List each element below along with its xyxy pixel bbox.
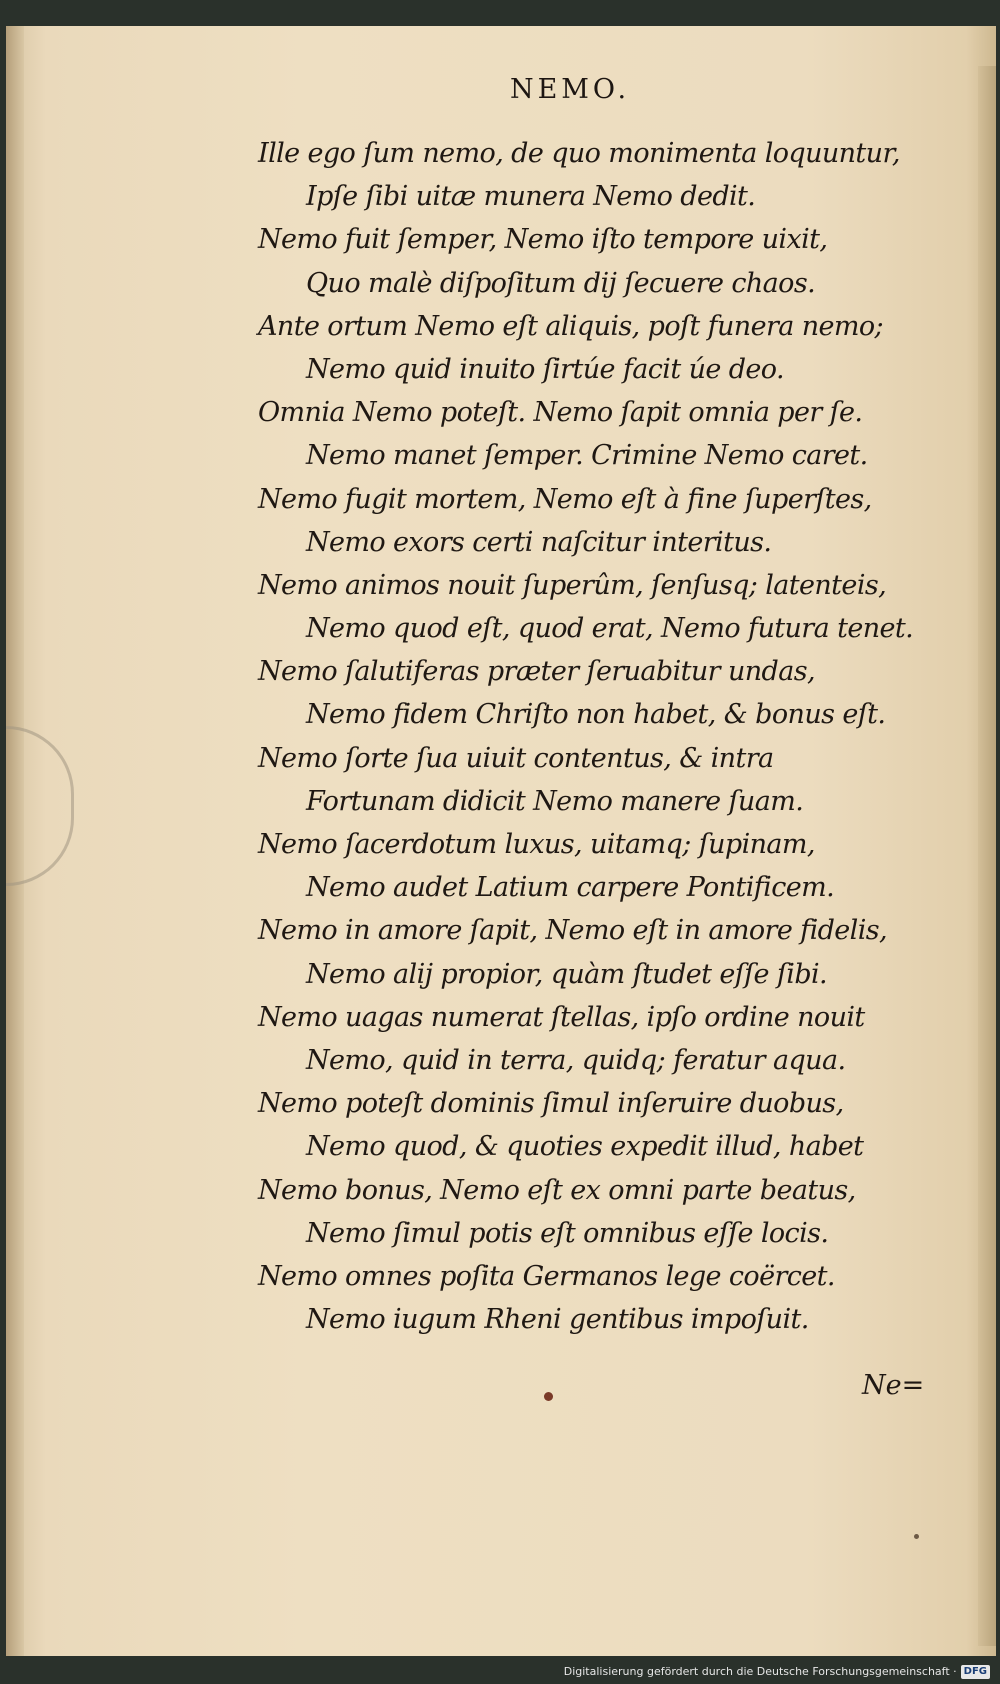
verse-line: Nemo poteſt dominis ſimul inſeruire duobus, (258, 1088, 844, 1120)
verse-line: Nemo ſalutiferas præter ſeruabitur undas, (258, 656, 815, 688)
verse-line: Nemo bonus, Nemo eſt ex omni parte beatus, (258, 1174, 856, 1206)
verse-line: Nemo alij propior, quàm ſtudet eſſe ſibi. (306, 958, 828, 990)
adjacent-page-edge (978, 66, 996, 1646)
verse-line: Nemo, quid in terra, quidq; feratur aqua. (306, 1044, 846, 1076)
footer-credit: Digitalisierung gefördert durch die Deutsche Forschungsgemeinschaft · (563, 1665, 957, 1678)
ink-spot (544, 1392, 553, 1401)
verse-block (258, 132, 914, 1341)
verse-line: Nemo quod eſt, quod erat, Nemo futura tenet. (306, 613, 914, 645)
verse-line: Fortunam didicit Nemo manere ſuam. (306, 785, 804, 817)
verse-line: Nemo fuit ſemper, Nemo iſto tempore uixit, (258, 224, 828, 256)
verse-line: Ille ego ſum nemo, de quo monimenta loquuntur, (258, 138, 900, 169)
verse-line: Nemo fidem Chriſto non habet, & bonus eſt. (306, 699, 886, 731)
ink-spot (914, 1534, 919, 1539)
verse-line: Nemo audet Latium carpere Pontificem. (306, 872, 835, 904)
verse-line: Nemo exors certi naſcitur interitus. (306, 526, 772, 558)
verse-line: Ipſe ſibi uitæ munera Nemo dedit. (306, 181, 756, 213)
verse-line: Omnia Nemo poteſt. Nemo ſapit omnia per ſe. (258, 397, 863, 429)
digitization-footer (564, 1663, 990, 1681)
verse-line: Quo malè diſpoſitum dij ſecuere chaos. (306, 267, 816, 299)
verse-line: Nemo ſimul potis eſt omnibus eſſe locis. (306, 1217, 829, 1249)
catchword: Ne= (862, 1370, 925, 1401)
verse-line: Nemo uagas numerat ſtellas, ipſo ordine nouit (258, 1001, 865, 1033)
verse-line: Nemo quod, & quoties expedit illud, habet (306, 1131, 864, 1163)
verse-line: Ante ortum Nemo eſt aliquis, poſt funera nemo; (258, 310, 884, 342)
dfg-logo-icon: DFG (961, 1665, 990, 1679)
verse-line: Nemo ſacerdotum luxus, uitamq; ſupinam, (258, 829, 815, 860)
verse-line: Nemo fugit mortem, Nemo eſt à fine ſuperſtes, (258, 483, 872, 515)
verse-line: Nemo ſorte ſua uiuit contentus, & intra (258, 742, 774, 774)
paper-clip-shadow (6, 726, 74, 886)
verse-line: Nemo omnes poſita Germanos lege coërcet. (258, 1260, 835, 1292)
verse-line: Nemo in amore ſapit, Nemo eſt in amore fidelis, (258, 915, 887, 947)
verse-line: Nemo animos nouit ſuperûm, ſenſusq; latenteis, (258, 569, 887, 601)
verse-line: Nemo quid inuito ſirtúe facit úe deo. (306, 353, 784, 385)
verse-line: Nemo manet ſemper. Crimine Nemo caret. (306, 440, 868, 472)
verse-line: Nemo iugum Rheni gentibus impoſuit. (306, 1304, 809, 1336)
running-title: NEMO. (509, 74, 631, 105)
